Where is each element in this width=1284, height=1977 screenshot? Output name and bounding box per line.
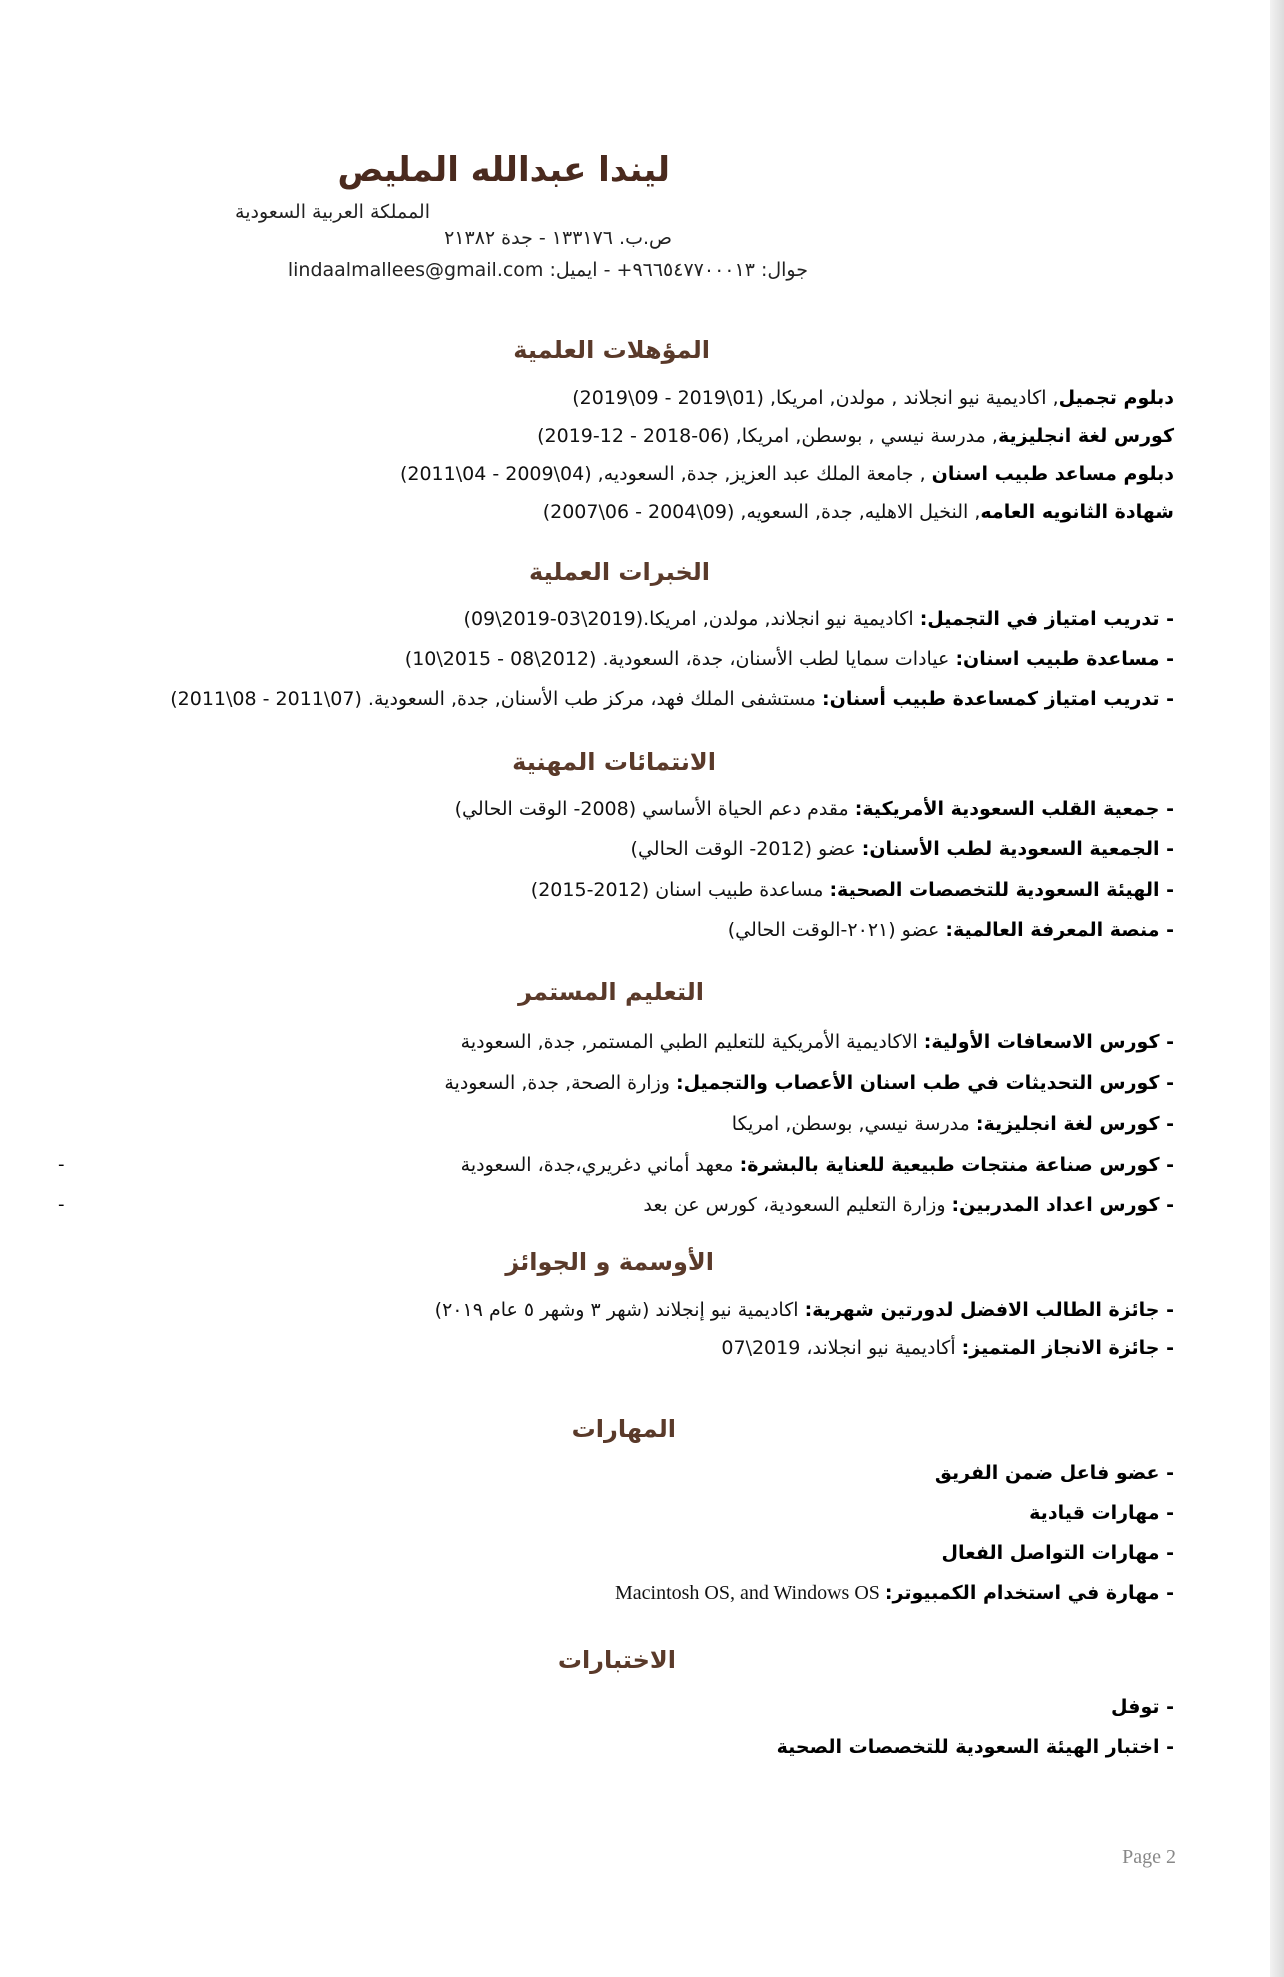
skill-item: - مهارات قيادية <box>1029 1502 1174 1524</box>
skill-item: - مهارات التواصل الفعال <box>941 1542 1174 1564</box>
experience-item: - تدريب امتياز في التجميل: اكاديمية نيو انجلاند, مولدن, امريكا.(2019\03-2019\09) <box>463 608 1174 630</box>
membership-item: - الجمعية السعودية لطب الأسنان: عضو (2012- الوقت الحالي) <box>630 838 1174 860</box>
section-title-qualifications: المؤهلات العلمية <box>513 336 710 364</box>
page-edge-shadow <box>1270 0 1284 1977</box>
course-item: - كورس صناعة منتجات طبيعية للعناية بالبشرة: معهد أماني دغريري،جدة، السعودية <box>460 1154 1174 1176</box>
membership-item: - الهيئة السعودية للتخصصات الصحية: مساعدة طبيب اسنان (2012-2015) <box>530 879 1174 901</box>
phone-email-line: جوال: ٩٦٦٥٤٧٧٠٠٠١٣+ - ايميل: lindaalmallees@gmail.com <box>287 259 808 281</box>
award-item: - جائزة الانجاز المتميز: أكاديمية نيو انجلاند، 2019\07 <box>721 1337 1174 1359</box>
test-item: - توفل <box>1111 1696 1174 1718</box>
page-number: Page 2 <box>1122 1846 1176 1868</box>
qualification-item: دبلوم تجميل, اكاديمية نيو انجلاند , مولدن, امريكا, (01\2019 - 09\2019) <box>572 387 1174 409</box>
course-item: - كورس اعداد المدربين: وزارة التعليم السعودية، كورس عن بعد <box>643 1194 1174 1216</box>
test-item: - اختبار الهيئة السعودية للتخصصات الصحية <box>776 1736 1174 1758</box>
section-title-skills: المهارات <box>571 1415 676 1443</box>
membership-item: - منصة المعرفة العالمية: عضو (٢٠٢١-الوقت الحالي) <box>727 919 1174 941</box>
section-title-experience: الخبرات العملية <box>529 558 710 586</box>
stray-dash-mark: - <box>58 1194 65 1215</box>
section-title-awards: الأوسمة و الجوائز <box>505 1248 714 1276</box>
membership-item: - جمعية القلب السعودية الأمريكية: مقدم دعم الحياة الأساسي (2008- الوقت الحالي) <box>454 798 1174 820</box>
qualification-item: دبلوم مساعد طبيب اسنان , جامعة الملك عبد العزيز, جدة, السعوديه, (04\2009 - 04\2011) <box>399 463 1174 485</box>
skill-item: - مهارة في استخدام الكمبيوتر: Macintosh OS, and Windows OS <box>614 1582 1174 1604</box>
section-title-continuing-education: التعليم المستمر <box>518 978 704 1006</box>
award-item: - جائزة الطالب الافضل لدورتين شهرية: اكاديمية نيو إنجلاند (شهر ٣ وشهر ٥ عام ٢٠١٩) <box>434 1299 1174 1321</box>
section-title-tests: الاختبارات <box>557 1646 676 1674</box>
stray-dash-mark: - <box>58 1154 65 1175</box>
experience-item: - تدريب امتياز كمساعدة طبيب أسنان: مستشفى الملك فهد، مركز طب الأسنان, جدة, السعودية. (07\2011 - 08\2011) <box>170 688 1174 710</box>
section-title-memberships: الانتمائات المهنية <box>512 748 716 776</box>
country-line: المملكة العربية السعودية <box>235 201 430 223</box>
course-item: - كورس التحديثات في طب اسنان الأعصاب والتجميل: وزارة الصحة, جدة, السعودية <box>444 1072 1174 1094</box>
experience-item: - مساعدة طبيب اسنان: عيادات سمايا لطب الأسنان، جدة، السعودية. (2012\08 - 2015\10) <box>404 648 1174 670</box>
person-name: ليندا عبدالله المليص <box>337 150 670 190</box>
qualification-item: كورس لغة انجليزية, مدرسة نيسي , بوسطن, امريكا, (06-2018 - 12-2019) <box>537 425 1174 447</box>
skill-item: - عضو فاعل ضمن الفريق <box>934 1462 1174 1484</box>
course-item: - كورس الاسعافات الأولية: الاكاديمية الأمريكية للتعليم الطبي المستمر, جدة, السعودية <box>460 1031 1174 1053</box>
course-item: - كورس لغة انجليزية: مدرسة نيسي, بوسطن, امريكا <box>731 1113 1174 1135</box>
po-box-line: ص.ب. ١٣٣١٧٦ - جدة ٢١٣٨٢ <box>444 227 672 249</box>
qualification-item: شهادة الثانويه العامه, النخيل الاهليه, جدة, السعويه, (09\2004 - 06\2007) <box>542 501 1174 523</box>
